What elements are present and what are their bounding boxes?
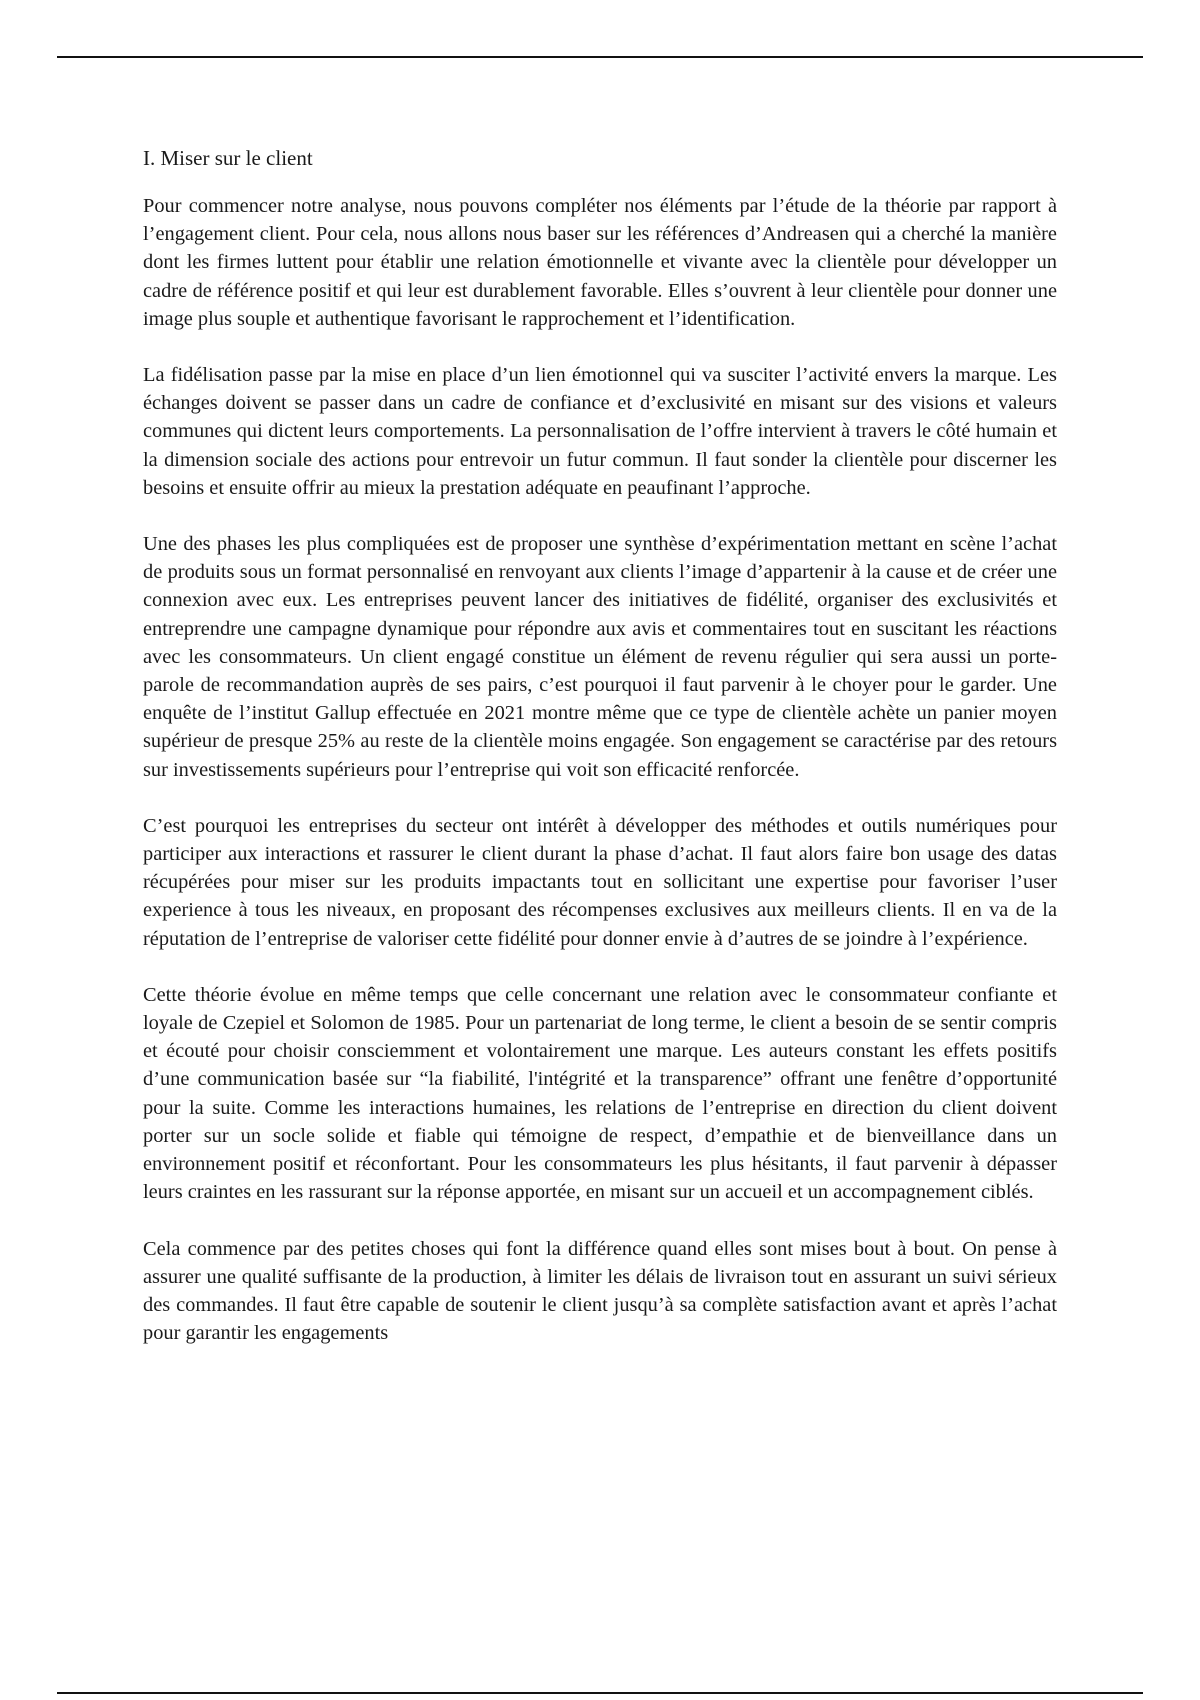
paragraph-5: Cette théorie évolue en même temps que celle concernant une relation avec le consommateur confiante et loyale de Czepiel et Solomon de 1985. Pour un partenariat de long terme, le client a besoin de se sentir compris et écouté pour choisir consciemment et volontairement une marque. Les auteurs constant les effets positifs d’une communication basée sur “la fiabilité, l'intégrité et la transparence” offrant une fenêtre d’opportunité pour la suite. Comme les interactions humaines, les relations de l’entreprise en direction du client doivent porter sur un socle solide et fiable qui témoigne de respect, d’empathie et de bienveillance dans un environnement positif et réconfortant. Pour les consommateurs les plus hésitants, il faut parvenir à dépasser leurs craintes en les rassurant sur la réponse apportée, en misant sur un accueil et un accompagnement ciblés. xyxy=(143,983,1057,1204)
paragraph-4: C’est pourquoi les entreprises du secteur ont intérêt à développer des méthodes et outils numériques pour participer aux interactions et rassurer le client durant la phase d’achat. Il faut alors faire bon usage des datas récupérées pour miser sur les produits impactants tout en sollicitant une expertise pour favoriser l’user experience à tous les niveaux, en proposant des récompenses exclusives aux meilleurs clients. Il en va de la réputation de l’entreprise de valoriser cette fidélité pour donner envie à d’autres de se joindre à l’expérience. xyxy=(143,814,1057,950)
paragraph-3: Une des phases les plus compliquées est de proposer une synthèse d’expérimentation mettant en scène l’achat de produits sous un format personnalisé en renvoyant aux clients l’image d’appartenir à la cause et de créer une connexion avec eux. Les entreprises peuvent lancer des initiatives de fidélité, organiser des exclusivités et entreprendre une campagne dynamique pour répondre aux avis et commentaires tout en suscitant les réactions avec les consommateurs. Un client engagé constitue un élément de revenu régulier qui sera aussi un porte-parole de recommandation auprès de ses pairs, c’est pourquoi il faut parvenir à le choyer pour le garder. Une enquête de l’institut Gallup effectuée en 2021 montre même que ce type de clientèle achète un panier moyen supérieur de presque 25% au reste de la clientèle moins engagée. Son engagement se caractérise par des retours sur investissements supérieurs pour l’entreprise qui voit son efficacité renforcée. xyxy=(143,533,1057,781)
document-body xyxy=(143,144,1057,1347)
paragraph-2: La fidélisation passe par la mise en place d’un lien émotionnel qui va susciter l’activité envers la marque. Les échanges doivent se passer dans un cadre de confiance et d’exclusivité en misant sur des visions et valeurs communes qui dictent leurs comportements. La personnalisation de l’offre intervient à travers le côté humain et la dimension sociale des actions pour entrevoir un futur commun. Il faut sonder la clientèle pour discerner les besoins et ensuite offrir au mieux la prestation adéquate en peaufinant l’approche. xyxy=(143,364,1057,499)
paragraph-6: Cela commence par des petites choses qui font la différence quand elles sont mises bout à bout. On pense à assurer une qualité suffisante de la production, à limiter les délais de livraison tout en assurant un suivi sérieux des commandes. Il faut être capable de soutenir le client jusqu’à sa complète satisfaction avant et après l’achat pour garantir les engagements xyxy=(143,1237,1057,1345)
paragraph-1: Pour commencer notre analyse, nous pouvons compléter nos éléments par l’étude de la théorie par rapport à l’engagement client. Pour cela, nous allons nous baser sur les références d’Andreasen qui a cherché la manière dont les firmes luttent pour établir une relation émotionnelle et vivante avec la clientèle pour développer un cadre de référence positif et qui leur est durablement favorable. Elles s’ouvrent à leur clientèle pour donner une image plus souple et authentique favorisant le rapprochement et l’identification. xyxy=(143,195,1057,330)
top-rule xyxy=(57,56,1143,58)
bottom-rule xyxy=(57,1692,1143,1694)
section-heading: I. Miser sur le client xyxy=(143,146,313,170)
